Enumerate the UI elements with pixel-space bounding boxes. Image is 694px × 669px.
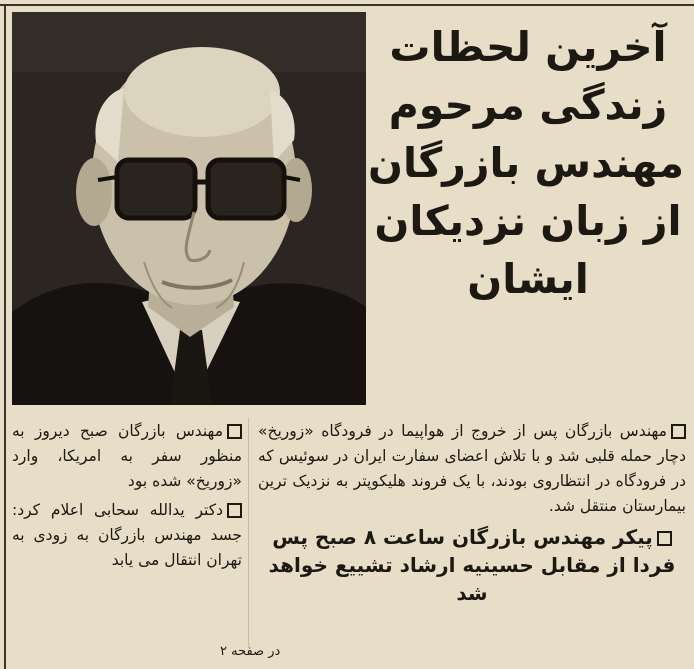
article-left-text-2: دکتر یدالله سحابی اعلام کرد: جسد مهندس بازرگان به زودی به تهران انتقال می یابد [12, 501, 242, 569]
article-column-left [12, 419, 242, 573]
article-left-paragraph-2 [12, 498, 242, 573]
continuation-note: در صفحه ۲ [220, 644, 281, 659]
bullet-box-icon [227, 424, 242, 439]
article-left-text-1: مهندس بازرگان صبح دیروز به منظور سفر به امریکا، وارد «زوریخ» شده بود [12, 422, 242, 490]
article-column-right [258, 419, 686, 607]
bullet-box-icon [227, 503, 242, 518]
bullet-box-icon [657, 531, 672, 546]
portrait-photo-image [12, 12, 366, 405]
column-divider [248, 418, 249, 648]
headline-line-3: مهندس بازرگان [368, 139, 684, 187]
headline-line-4: از زبان نزدیکان [374, 197, 682, 245]
article-right-paragraph-1 [258, 419, 686, 519]
headline-line-5: ایشان [467, 255, 589, 303]
frame-border-top [0, 4, 694, 6]
article-right-paragraph-2 [258, 523, 686, 607]
bullet-box-icon [671, 424, 686, 439]
headline [368, 18, 684, 308]
headline-line-2: زندگی مرحوم [388, 81, 668, 129]
portrait-photo [12, 12, 366, 405]
article-left-paragraph-1 [12, 419, 242, 494]
frame-border-left [4, 4, 6, 669]
article-right-text-2: پیکر مهندس بازرگان ساعت ۸ صبح پس فردا از مقابل حسینیه ارشاد تشییع خواهد شد [268, 525, 676, 605]
headline-line-1: آخرین لحظات [389, 23, 667, 71]
article-right-text-1: مهندس بازرگان پس از خروج از هواپیما در فرودگاه «زوریخ» دچار حمله قلبی شد و با تلاش اعضای سفارت ایران در سوئیس که در فرودگاه در انتظاروی بودند، با یک فروند هلیکوپتر به نزدیک ترین بیمارستان منتقل شد. [258, 422, 686, 515]
